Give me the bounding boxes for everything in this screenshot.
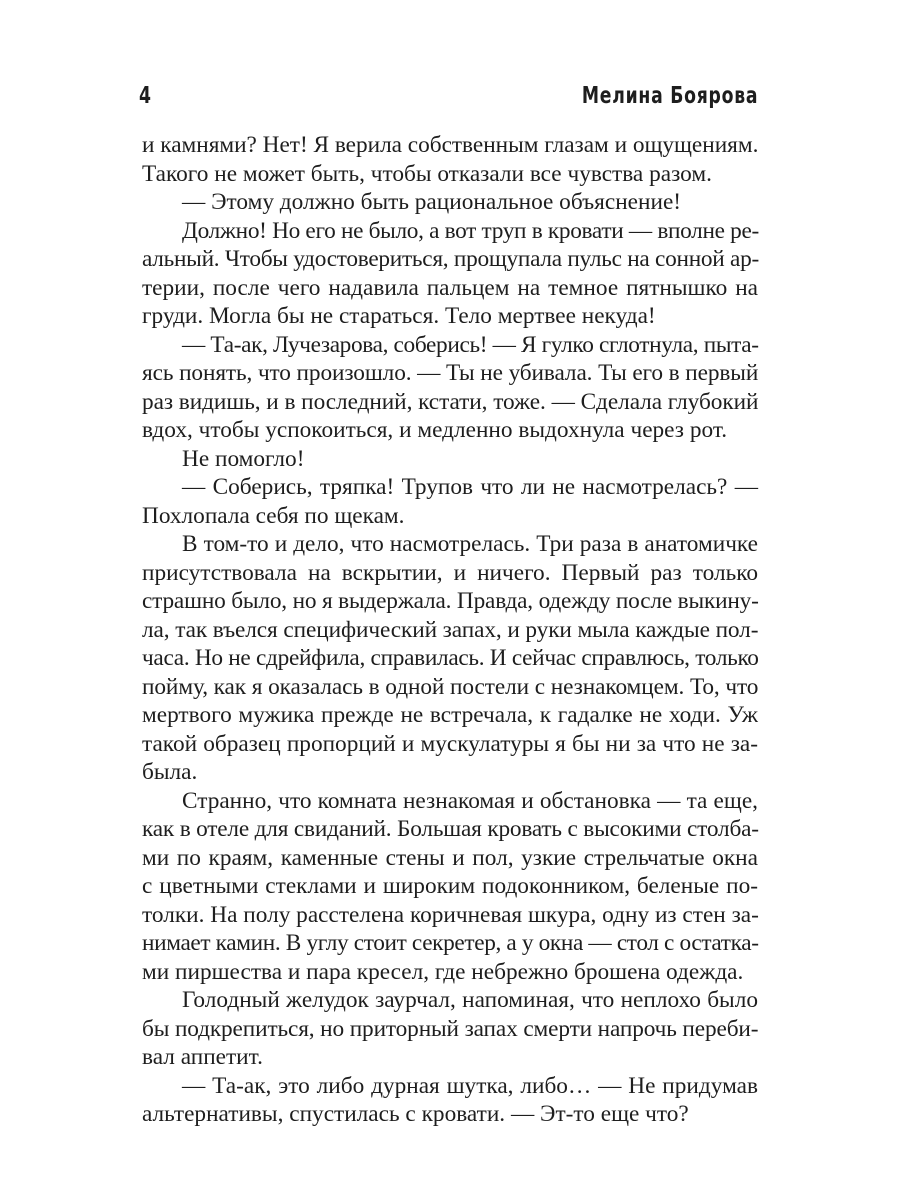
text-line: альтернативы, спустилась с кровати. — Эт-то еще что? bbox=[142, 1101, 689, 1127]
text-line: Голодный желудок заурчал, напоминая, что неплохо было bbox=[182, 987, 758, 1013]
text-line: раз видишь, и в последний, кстати, тоже. — Сделала глубокий bbox=[142, 388, 759, 415]
text-line: ми пиршества и пара кресел, где небрежно брошена одежда. bbox=[142, 958, 744, 985]
page-number: 4 bbox=[139, 83, 152, 109]
text-line: с цветными стеклами и широким подоконником, беленые по- bbox=[142, 873, 758, 899]
text-line: страшно было, но я выдержала. Правда, одежду после выкину- bbox=[142, 588, 759, 614]
text-line: часа. Но не сдрейфила, справилась. И сейчас справлюсь, только bbox=[142, 645, 759, 671]
text-line: и камнями? Нет! Я верила собственным глазам и ощущениям. bbox=[142, 132, 759, 158]
text-line: пойму, как я оказалась в одной постели с незнакомцем. То, что bbox=[142, 673, 759, 700]
text-line: вал аппетит. bbox=[142, 1044, 263, 1070]
text-line: вдох, чтобы успокоиться, и медленно выдохнула через рот. bbox=[142, 417, 728, 443]
text-line: груди. Могла бы не стараться. Тело мертвее некуда! bbox=[142, 303, 656, 329]
body-text bbox=[142, 131, 758, 1129]
text-line: была. bbox=[142, 759, 198, 785]
text-line: В том-то и дело, что насмотрелась. Три раза в анатомичке bbox=[182, 531, 758, 557]
text-line: Не помогло! bbox=[182, 445, 305, 472]
text-line: ми по краям, каменные стены и пол, узкие стрельчатые окна bbox=[142, 844, 758, 871]
text-line: нимает камин. В углу стоит секретер, а у окна — стол с остатка- bbox=[142, 930, 759, 956]
text-line: как в отеле для свиданий. Большая кровать с высокими столба- bbox=[142, 816, 759, 842]
text-line: толки. На полу расстелена коричневая шкура, одну из стен за- bbox=[142, 901, 759, 928]
text-line: мертвого мужика прежде не встречала, к гадалке не ходи. Уж bbox=[142, 702, 758, 728]
text-line: Такого не может быть, чтобы отказали все чувства разом. bbox=[142, 160, 712, 187]
text-line: альный. Чтобы удостовериться, прощупала пульс на сонной ар- bbox=[142, 246, 759, 272]
text-line: Похлопала себя по щекам. bbox=[142, 502, 405, 529]
text-line: ясь понять, что произошло. — Ты не убивала. Ты его в первый bbox=[142, 360, 759, 386]
text-line: Странно, что комната незнакомая и обстановка — та еще, bbox=[182, 787, 758, 814]
text-line: — Этому должно быть рациональное объяснение! bbox=[182, 189, 682, 215]
text-line: ла, так въелся специфический запах, и руки мыла каждые пол- bbox=[142, 616, 759, 643]
text-line: терии, после чего надавила пальцем на темное пятнышко на bbox=[142, 274, 758, 301]
running-header-author: Мелина Боярова bbox=[581, 83, 758, 109]
text-line: — Соберись, тряпка! Трупов что ли не насмотрелась? — bbox=[182, 474, 758, 500]
text-line: присутствовала на вскрытии, и ничего. Первый раз только bbox=[142, 559, 758, 586]
text-block bbox=[142, 131, 758, 1129]
text-line: такой образец пропорций и мускулатуры я бы ни за что не за- bbox=[142, 730, 758, 757]
text-line: — Та-ак, это либо дурная шутка, либо… — Не придумав bbox=[182, 1072, 758, 1099]
text-line: бы подкрепиться, но приторный запах смерти напрочь переби- bbox=[142, 1015, 759, 1042]
text-line: Должно! Но его не было, а вот труп в кровати — вполне ре- bbox=[182, 217, 759, 244]
text-line: — Та-ак, Лучезарова, соберись! — Я гулко сглотнула, пыта- bbox=[182, 331, 759, 358]
